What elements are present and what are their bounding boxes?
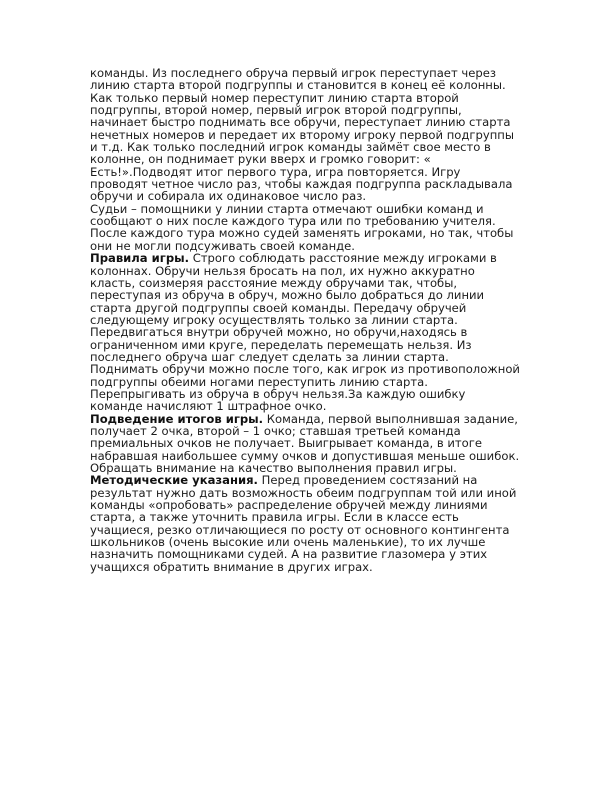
paragraph-text: Строго соблюдать расстояние между игроками в колоннах. Обручи нельзя бросать на пол, их нужно аккуратно класть, соизмеряя расстояние между обручами так, чтобы, переступая из обруча в обруч, можно было добраться до линии старта другой подгруппы своей команды. Передачу обручей следующему игроку осуществлять только за линии старта. Передвигаться внутри обручей можно, но обручи,находясь в ограниченном ими круге, переделать перемещать нельзя. Из последнего обруча шаг следует сделать за линии старта. Поднимать обручи можно после того, как игрок из противоположной подгруппы обеими ногами переступить линию старта. Перепрыгивать из обруча в обруч нельзя.За каждую ошибку команде начисляют 1 штрафное очко. [90, 251, 520, 414]
paragraph-methodical-notes [90, 474, 520, 573]
document-body [90, 67, 520, 573]
paragraph-game-continuation [90, 67, 520, 203]
section-heading: Правила игры. [90, 251, 190, 266]
paragraph-text: команды. Из последнего обруча первый игрок переступает через линию старта второй подгруппы и становится в конец её колонны. Как только первый номер переступит линию старта второй подгруппы, второй номер, первый игрок второй подгруппы, начинает быстро поднимать все обручи, переступает линию старта нечетных номеров и передает их второму игроку первой подгруппы и т.д. Как только последний игрок команды займёт свое место в колонне, он поднимает руки вверх и громко говорит: « Есть!».Подводят итог первого тура, игра повторяется. Игру проводят четное число раз, чтобы каждая подгруппа раскладывала обручи и собирала их одинаковое число раз. [90, 66, 515, 204]
section-heading: Подведение итогов игры. [90, 411, 264, 426]
paragraph-text: Команда, первой выполнившая задание, получает 2 очка, второй – 1 очко; ставшая третьей команда премиальных очков не получает. Выигрывает команда, в итоге набравшая наибольшее сумму очков и допустившая меньше ошибок. Обращать внимание на качество выполнения правил игры. [90, 411, 520, 475]
paragraph-game-rules [90, 252, 520, 412]
paragraph-text: Судьи – помощники у линии старта отмечают ошибки команд и сообщают о них после каждого тура или по требованию учителя. После каждого тура можно судей заменять игроками, но так, чтобы они не могли подсуживать своей команде. [90, 201, 514, 253]
paragraph-judges [90, 203, 520, 252]
paragraph-results [90, 413, 520, 475]
paragraph-text: Перед проведением состязаний на результат нужно дать возможность обеим подгруппам той или иной команды «опробовать» распределение обручей между линиями старта, а также уточнить правила игры. Если в классе есть учащиеся, резко отличающиеся по росту от основного контингента школьников (очень высокие или очень маленькие), то их лучше назначить помощниками судей. А на развитие глазомера у этих учащихся обратить внимание в других играх. [90, 473, 517, 574]
section-heading: Методические указания. [90, 473, 258, 488]
